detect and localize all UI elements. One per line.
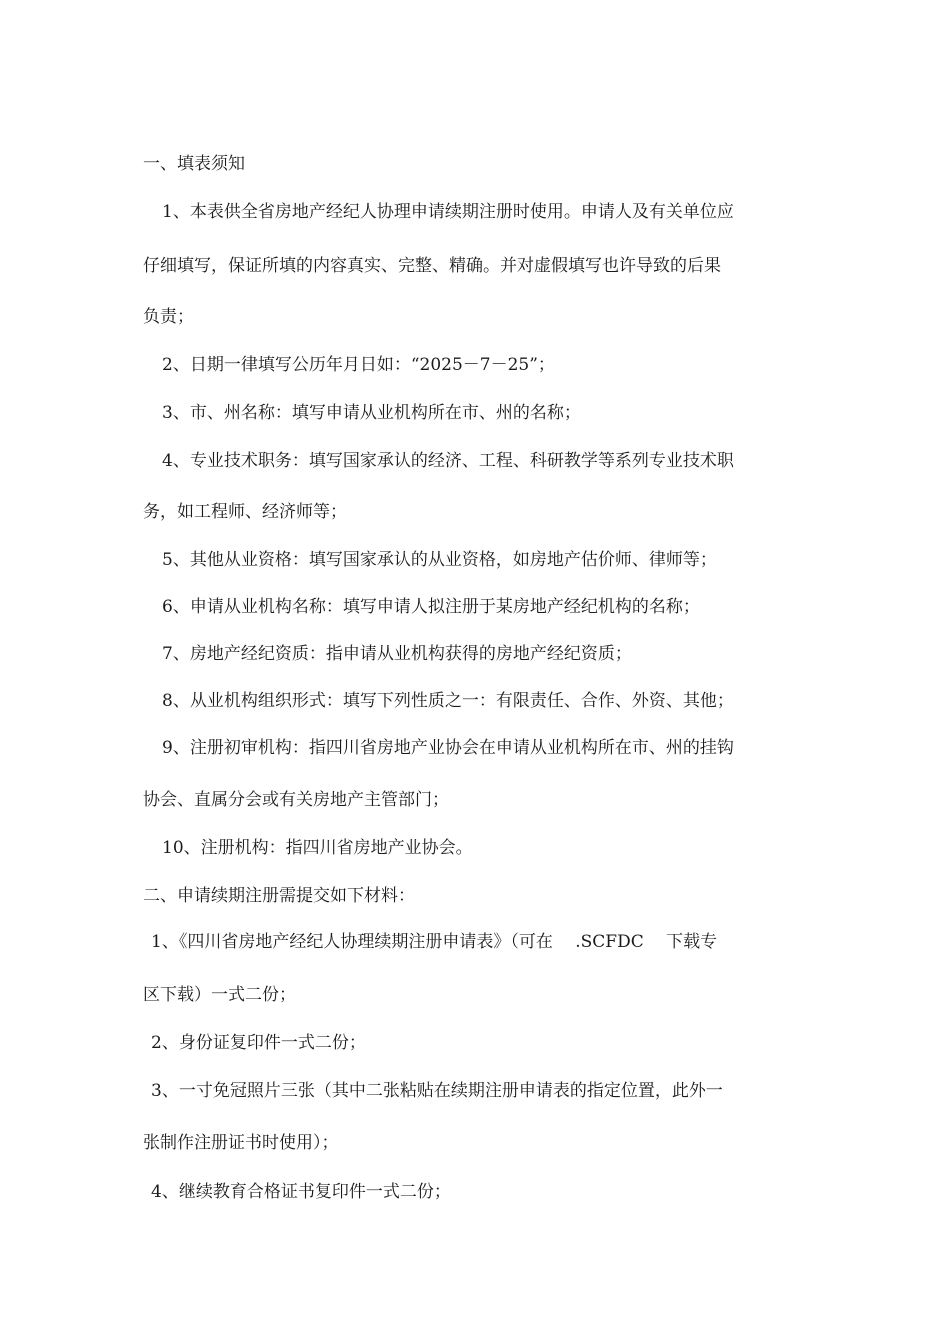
instruction-item-7: 7、房地产经纪资质：指申请从业机构获得的房地产经纪资质；: [162, 644, 632, 664]
material-item-1-line-1: 1、《四川省房地产经纪人协理续期注册申请表》（可在 .SCFDC 下载专: [151, 932, 718, 952]
instruction-item-1-line-1: 1、本表供全省房地产经纪人协理申请续期注册时使用。申请人及有关单位应: [162, 202, 734, 222]
material-item-3-line-2: 张制作注册证书时使用）；: [143, 1133, 339, 1153]
instruction-item-2: 2、日期一律填写公历年月日如：“2025－7－25”；: [162, 355, 555, 375]
instruction-item-5: 5、其他从业资格：填写国家承认的从业资格，如房地产估价师、律师等；: [162, 550, 717, 570]
instruction-item-6: 6、申请从业机构名称：填写申请人拟注册于某房地产经纪机构的名称；: [162, 597, 700, 617]
instruction-item-10: 10、注册机构：指四川省房地产业协会。: [162, 838, 473, 858]
section-title-required-materials: 二、申请续期注册需提交如下材料：: [143, 886, 415, 906]
section-title-fill-instructions: 一、填表须知: [143, 154, 245, 174]
material-item-4: 4、继续教育合格证书复印件一式二份；: [151, 1182, 451, 1202]
instruction-item-3: 3、市、州名称：填写申请从业机构所在市、州的名称；: [162, 403, 581, 423]
instruction-item-9-line-2: 协会、直属分会或有关房地产主管部门；: [143, 790, 449, 810]
material-item-2: 2、身份证复印件一式二份；: [151, 1033, 366, 1053]
instruction-item-1-line-2: 仔细填写，保证所填的内容真实、完整、精确。并对虚假填写也许导致的后果: [143, 256, 721, 276]
instruction-item-4-line-1: 4、专业技术职务：填写国家承认的经济、工程、科研教学等系列专业技术职: [162, 451, 734, 471]
instruction-item-1-line-3: 负责；: [143, 307, 194, 327]
instruction-item-8: 8、从业机构组织形式：填写下列性质之一：有限责任、合作、外资、其他；: [162, 691, 734, 711]
material-item-1-line-2: 区下载）一式二份；: [143, 985, 296, 1005]
instruction-item-9-line-1: 9、注册初审机构：指四川省房地产业协会在申请从业机构所在市、州的挂钩: [162, 738, 734, 758]
instruction-item-4-line-2: 务，如工程师、经济师等；: [143, 502, 347, 522]
material-item-3-line-1: 3、一寸免冠照片三张（其中二张粘贴在续期注册申请表的指定位置，此外一: [151, 1081, 723, 1101]
